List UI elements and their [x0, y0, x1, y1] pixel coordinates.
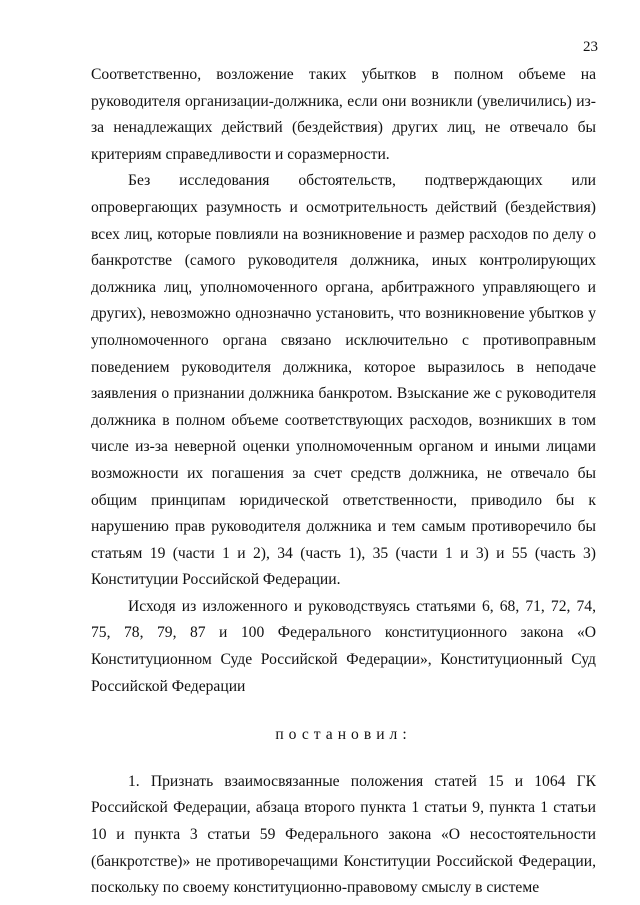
paragraph-grounds: Исходя из изложенного и руководствуясь статьями 6, 68, 71, 72, 74, 75, 78, 79, 87 и 100 Федерального конституционного закона «О Конституционном Суде Российской Федерации», Конституционный Суд Российской Федерации	[91, 597, 596, 695]
page-number: 23	[583, 39, 598, 55]
paragraph-liability-analysis: Без исследования обстоятельств, подтверждающих или опровергающих разумность и осмотрительность действий (бездействия) всех лиц, которые повлияли на возникновение и размер расходов по делу о банкротстве (самого руководителя должника, иных контролирующих должника лиц, уполномоченного органа, арбитражного управляющего и других), невозможно однозначно установить, что возникновение убытков у уполномоченного органа связано исключительно с противоправным поведением руководителя должника, которое выразилось в неподаче заявления о признании должника банкротом. Взыскание же с руководителя должника в полном объеме соответствующих расходов, возникших в том числе из-за неверной оценки уполномоченным органом и иными лицами возможности их погашения за счет средств должника, не отвечало бы общим принципам юридической ответственности, приводило бы к нарушению прав руководителя должника и тем самым противоречило бы статьям 19 (части 1 и 2), 34 (часть 1), 35 (части 1 и 3) и 55 (часть 3) Конституции Российской Федерации.	[91, 172, 596, 589]
paragraph-proportionality: Соответственно, возложение таких убытков в полном объеме на руководителя организации-должника, если они возникли (увеличились) из-за ненадлежащих действий (бездействия) других лиц, не отвечало бы критериям справедливости и соразмерности.	[91, 66, 596, 163]
resolution-item-1: 1. Признать взаимосвязанные положения статей 15 и 1064 ГК Российской Федерации, абзаца второго пункта 1 статьи 9, пункта 1 статьи 10 и пункта 3 статьи 59 Федерального закона «О несостоятельности (банкротстве)» не противоречащими Конституции Российской Федерации, поскольку по своему конституционно-правовому смыслу в системе	[91, 772, 596, 897]
document-body	[91, 62, 596, 902]
resolution-heading: постановил:	[275, 726, 412, 744]
